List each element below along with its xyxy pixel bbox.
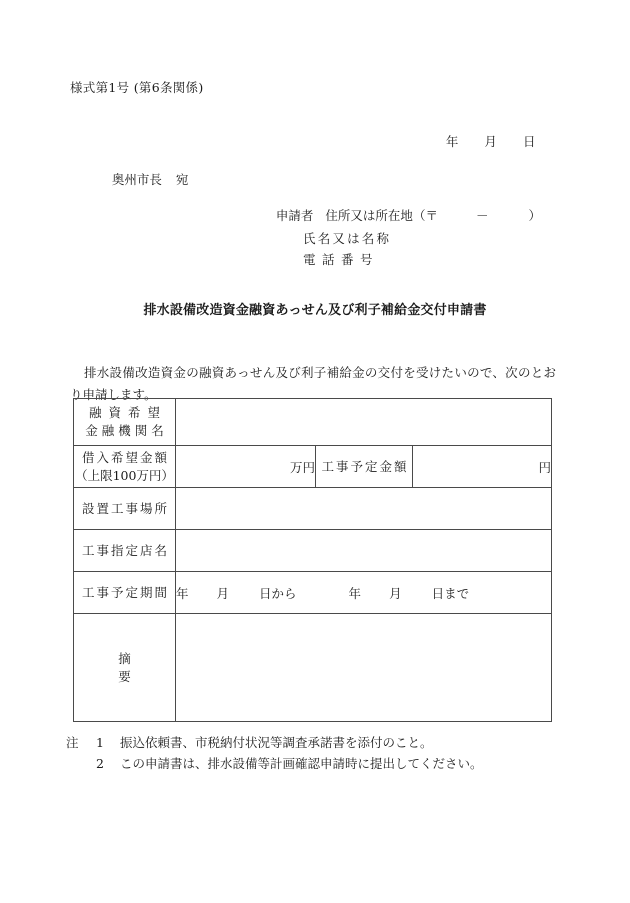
table-row	[74, 530, 552, 572]
row-label-line2: 金融機関名	[85, 423, 168, 438]
addressee-suffix: 宛	[175, 172, 189, 187]
table-row	[74, 399, 552, 446]
date-line	[430, 117, 535, 165]
loan-amount-input-cell[interactable]	[176, 446, 316, 488]
row-label-text: 摘要	[118, 650, 161, 684]
zip-dash: －	[475, 208, 489, 223]
construction-amount-input-cell[interactable]	[413, 446, 552, 488]
row-label-loan-amount	[74, 446, 176, 488]
row-value-loan-institution[interactable]	[176, 399, 552, 446]
applicant-label: 申請者	[275, 208, 314, 223]
addressee	[96, 155, 188, 203]
period-from-day: 日から	[259, 585, 297, 601]
table-row	[74, 446, 552, 488]
row-label-text: 工事指定店名	[81, 542, 169, 558]
row-label-line1: 借入希望金額	[81, 449, 169, 465]
row-value-designated-contractor[interactable]	[176, 530, 552, 572]
row-label-designated-contractor	[74, 530, 176, 572]
date-month-label: 月	[484, 134, 497, 149]
zip-close-paren: ）	[528, 208, 541, 223]
table-row	[74, 572, 552, 614]
row-value-construction-period[interactable]	[176, 572, 552, 614]
row-label-construction-site	[74, 488, 176, 530]
date-day-label: 日	[522, 134, 536, 149]
table-row	[74, 488, 552, 530]
footnote-number: 2	[96, 756, 104, 771]
applicant-tel-label: 電話番号	[303, 252, 380, 267]
body-paragraph: 排水設備改造資金の融資あっせん及び利子補給金の交付を受けたいので、次のとおり申請します。	[70, 365, 556, 402]
row-label-construction-period	[74, 572, 176, 614]
footnotes	[66, 732, 483, 774]
period-from-year: 年	[176, 585, 189, 601]
page-title: 排水設備改造資金融資あっせん及び利子補給金交付申請書	[143, 303, 487, 318]
row-sublabel: 工事予定金額	[321, 458, 409, 474]
footnote-text: 振込依頼書、市税納付状況等調査承諾書を添付のこと。	[120, 735, 433, 750]
row-label-text: 工事予定期間	[81, 584, 169, 600]
period-to-year: 年	[348, 585, 362, 601]
date-year-label: 年	[445, 134, 459, 149]
footnote-item	[66, 753, 483, 774]
row-label-remarks	[74, 614, 176, 722]
zip-open-paren: （〒	[412, 208, 438, 223]
period-to-day: 日まで	[431, 585, 470, 601]
applicant-name-label: 氏名又は名称	[303, 231, 392, 246]
table-row	[74, 614, 552, 722]
row-value-construction-site[interactable]	[176, 488, 552, 530]
row-value-remarks[interactable]	[176, 614, 552, 722]
applicant-address-label: 住所又は所在地	[325, 208, 413, 223]
row-label-text: 設置工事場所	[81, 500, 169, 516]
application-form-table	[73, 398, 552, 722]
footnote-marker: 注	[66, 735, 79, 750]
period-to-month: 月	[389, 585, 402, 601]
footnote-text: この申請書は、排水設備等計画確認申請時に提出してください。	[120, 756, 483, 771]
row-label-construction-amount	[316, 446, 413, 488]
unit-en: 円	[538, 459, 552, 475]
form-number: 様式第1号 (第6条関係)	[70, 80, 204, 95]
addressee-name: 奥州市長	[111, 172, 162, 187]
footnote-item	[66, 732, 483, 753]
footnote-number: 1	[96, 735, 104, 750]
row-label-loan-institution	[74, 399, 176, 446]
row-label-line1: 融資希望	[88, 405, 167, 420]
row-label-line2: （上限100万円）	[75, 467, 174, 483]
unit-man-en: 万円	[289, 459, 315, 475]
period-from-month: 月	[216, 585, 230, 601]
